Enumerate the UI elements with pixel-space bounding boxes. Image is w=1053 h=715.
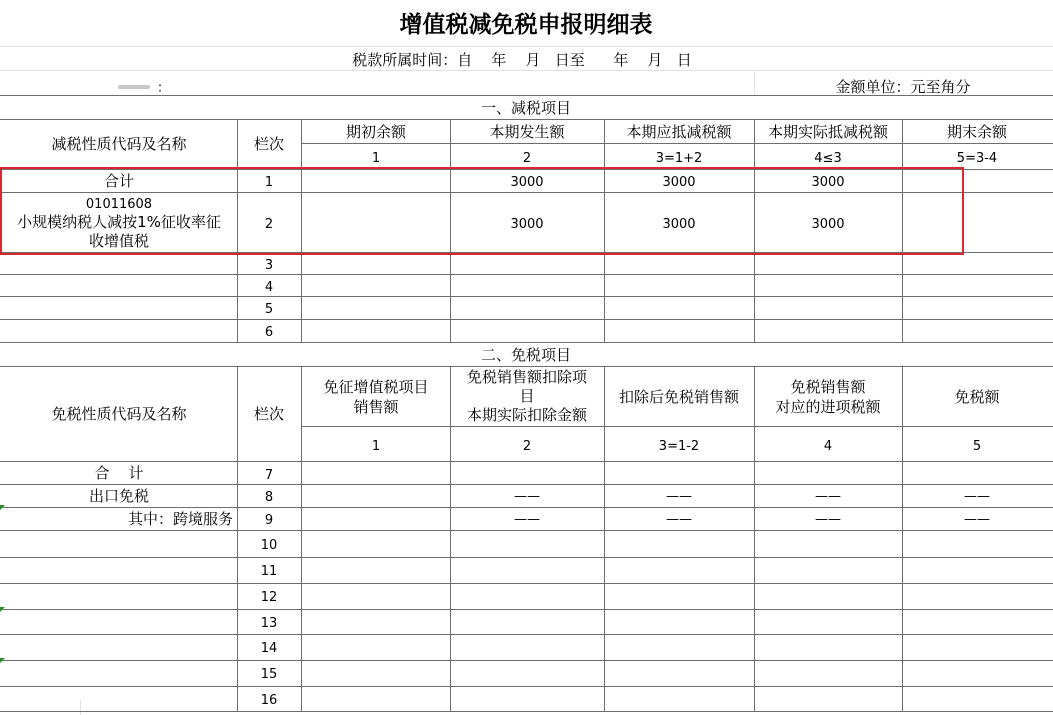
s1-total-label: 合计 [103, 172, 135, 190]
s2-crossborder-row-num: 9 [264, 513, 274, 528]
s2-col-num: 2 [522, 439, 532, 454]
s2-row-num: 15 [260, 667, 278, 682]
s1-item-row-num: 2 [264, 217, 274, 232]
s1-item-name-line2: 收增值税 [88, 232, 150, 250]
s1-row-num: 3 [264, 258, 274, 273]
s1-row-num: 6 [264, 325, 274, 340]
s2-col5-header: 免税额 [954, 388, 1000, 406]
s2-col-num: 3=1-2 [658, 439, 700, 454]
s2-header-row: 栏次 [253, 405, 285, 423]
s1-total-cell: 3000 [510, 175, 544, 190]
s1-col-header: 本期发生额 [489, 123, 565, 141]
s2-row-num: 10 [260, 538, 278, 553]
s1-col-num: 3=1+2 [655, 151, 703, 166]
s2-total-label: 合 计 [94, 464, 144, 482]
s2-crossborder-cell: —— [815, 512, 841, 527]
s1-col-header: 本期实际抵减税额 [767, 123, 889, 141]
s1-item-code: 01011608 [85, 197, 153, 212]
s1-total-cell: 3000 [811, 175, 845, 190]
s2-col-num: 4 [823, 439, 833, 454]
s2-total-row-num: 7 [264, 468, 274, 483]
s2-export-label: 出口免税 [88, 487, 150, 505]
s2-col4-header: 对应的进项税额 [775, 398, 881, 416]
s2-export-cell: —— [514, 489, 540, 504]
section1-title: 一、减税项目 [480, 99, 572, 117]
s1-total-row-num: 1 [264, 175, 274, 190]
s2-row-num: 12 [260, 590, 278, 605]
page-title: 增值税减免税申报明细表 [399, 12, 653, 38]
s2-col2-header: 免税销售额扣除项 [466, 368, 588, 386]
s2-col2-header: 本期实际扣除金额 [466, 406, 588, 424]
taxpayer-label: ： [157, 81, 171, 96]
s2-col2-header: 目 [519, 387, 535, 405]
s2-export-cell: —— [964, 489, 990, 504]
s2-col1-header: 销售额 [353, 398, 399, 416]
s1-col-num: 5=3-4 [956, 151, 998, 166]
s1-col-num: 2 [522, 151, 532, 166]
s2-header-name: 免税性质代码及名称 [51, 405, 187, 423]
s2-col4-header: 免税销售额 [790, 378, 866, 396]
s2-col-num: 5 [972, 439, 982, 454]
s1-col-header: 期初余额 [345, 123, 407, 141]
s2-row-num: 14 [260, 641, 278, 656]
redacted-taxpayer-name [118, 85, 150, 89]
s1-col-header: 本期应抵减税额 [626, 123, 732, 141]
s1-total-cell: 3000 [662, 175, 696, 190]
s2-crossborder-label: 其中：跨境服务 [127, 510, 233, 528]
s2-row-num: 13 [260, 616, 278, 631]
s1-header-name: 减税性质代码及名称 [51, 135, 187, 153]
period-line: 税款所属时间：自 年 月 日至 年 月 日 [352, 51, 692, 69]
s2-crossborder-cell: —— [666, 512, 692, 527]
s1-item-name-line1: 小规模纳税人减按1%征收率征 [17, 213, 221, 231]
s2-export-row-num: 8 [264, 490, 274, 505]
s1-row-num: 5 [264, 302, 274, 317]
s1-item-cell: 3000 [811, 217, 845, 232]
s2-row-num: 11 [260, 564, 278, 579]
s1-item-cell: 3000 [662, 217, 696, 232]
s2-export-cell: —— [815, 489, 841, 504]
s1-header-row: 栏次 [253, 135, 285, 153]
s2-row-num: 16 [260, 693, 278, 708]
s2-col1-header: 免征增值税项目 [323, 378, 429, 396]
s1-row-num: 4 [264, 280, 274, 295]
s1-col-num: 1 [371, 151, 381, 166]
s1-item-cell: 3000 [510, 217, 544, 232]
s2-col3-header: 扣除后免税销售额 [618, 388, 740, 406]
s2-crossborder-cell: —— [514, 512, 540, 527]
s2-export-cell: —— [666, 489, 692, 504]
s1-col-num: 4≤3 [814, 151, 842, 166]
s2-col-num: 1 [371, 439, 381, 454]
s1-col-header: 期末余额 [946, 123, 1008, 141]
section2-title: 二、免税项目 [480, 346, 572, 364]
s2-crossborder-cell: —— [964, 512, 990, 527]
amount-unit: 金额单位：元至角分 [835, 78, 971, 96]
